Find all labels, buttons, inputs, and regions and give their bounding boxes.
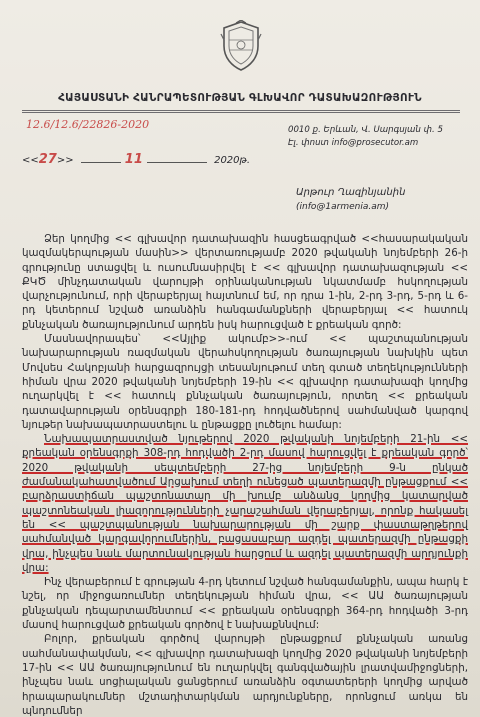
- letter-body: [22, 232, 468, 717]
- paragraph-3: Նախապատրաստված նյութերով 2020 թվականի նոյեմբերի 21-ին << քրեական օրենսգրքի 308-րդ հոդվածի 2-րդ մասով հարուցվել է քրեական գործ՝ 2020 թվականի սեպտեմբերի 27-ից նոյեմբերի 9-ն ընկած ժամանակահատվածում Արցախում տեղի ունեցած պատերազմի ընթացքում << բարձրաստիճան պաշտոնատար մի խումբ անձանց կողմից կատարված պաշտոնեական լիազորությունների չարաշահման վերաբերյալ, որոնք հակասել են << պաշտպանության նախարարության մի շարք փաստաթղթերով սահմանված կարգավորումներին, բացասաբար ազդել պատերազմի ընթացքի վրա, ինչպես նաև մարտունակության հարցում և ազդել պատերազմի արդյունքի վրա:: [22, 433, 468, 574]
- header-divider-top: [22, 110, 460, 111]
- recipient-email: (info@1armenia.am): [296, 202, 390, 212]
- recipient-name: Արթուր Ղազինյանին: [296, 187, 406, 198]
- reference-number: [22, 118, 149, 131]
- sender-address: [288, 124, 458, 150]
- organization-title: ՀԱՅԱՍՏԱՆԻ ՀԱՆՐԱՊԵՏՈՒԹՅԱՆ ԳԼԽԱՎՈՐ ԴԱՏԱԽԱԶՈՒԹՅՈՒՆ: [58, 92, 422, 104]
- date-day: 27: [38, 152, 57, 167]
- paragraph-1: Ձեր կողմից << գլխավոր դատախազին հասցեագրված <<հասարակական կազմակերպության մասին>> վերտառությամբ 2020 թվականի նոյեմբերի 26-ի գրությունը ստացվել և ուսումնասիրվել է << գլխավոր դատախազության << ՔԿԾ մինչդատական վարույթի օրինականության նկատմամբ հսկողության վարչությունում, որի վերաբերյալ հայտնում եմ, որ դրա 1-ին, 2-րդ 3-րդ, 5-րդ և 6-րդ կետերում նշված առանձին հանգամանքների վերաբերյալ << հատուկ քննչական ծառայությունում արդեն իսկ հարուցված է քրեական գործ:: [22, 233, 468, 331]
- handwritten-reference: 12.6/12.6/22826-2020: [26, 118, 150, 131]
- paragraph-5: Բոլոր, քրեական գործով վարույթի ընթացքում քննչական առանց սահմանափակման, << գլխավոր դատախազի կողմից 2020 թվականի նոյեմբերի 17-ին << ԱԱ ծառայությունում են ուղարկվել գանգվածային լրատվամիջոցների, ինչպես նաև սոցիալական ցանցերում առանձին օգտատերերի կողմից արված հրապարակումներ մշտադիտարկման արդյունքները, որոնցում առկա են պնդումներ: [22, 633, 468, 717]
- date-year: 2020թ.: [214, 155, 251, 166]
- header-divider-bottom: [22, 112, 460, 113]
- recipient-block: [296, 186, 466, 214]
- address-line: 0010 ք. Երևան, Վ. Սարգսյան փ. 5: [288, 125, 443, 135]
- date-month: 11: [124, 152, 143, 167]
- paragraph-4: Ինչ վերաբերում է գրության 4-րդ կետում նշված հանգամանքին, ապա հարկ է նշել, որ միջոցառումներ տեղեկության հիման վրա, << ԱԱ ծառայության քննչական դեպարտամենտում << քրեական օրենսգրքի 364-րդ հոդվածի 3-րդ մասով հարուցված քրեական գործով է նախաքննվում:: [22, 576, 468, 632]
- email-line: Էլ. փոստ info@prosecutor.am: [288, 138, 419, 148]
- paragraph-2: Մասնավորապես՝ <<Այլիք ակումբ>>-ում << պաշտպանության նախարարության ռազմական վերահսկողության ծառայության նախկին պետ Մովսես Հակոբյանի հարցազրույցի տեսանյութում տեղ գտած տեղեկությունների հիման վրա 2020 թվականի նոյեմբերի 19-ին << գլխավոր դատախազի կողմից ուղարկվել է << հատուկ քննչական ծառայություն, որտեղ << քրեական դատավարության օրենսգրքի 180-181-րդ հոդվածներով սահմանված կարգով նյութեր նախապատրաստելու և ընթացքը լուծելու համար:: [22, 333, 468, 431]
- document-date: <<27>> 11 2020թ.: [22, 152, 251, 167]
- coat-of-arms-icon: [218, 20, 264, 72]
